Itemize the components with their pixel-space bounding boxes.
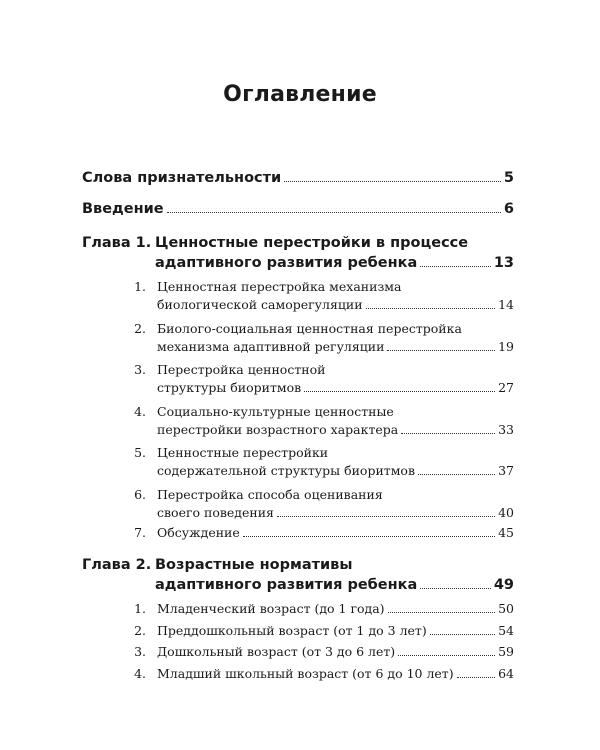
section-number: 2. — [134, 321, 146, 336]
section-page: 33 — [498, 422, 514, 437]
section-page: 45 — [498, 525, 514, 540]
dot-leader — [457, 677, 496, 678]
section-number: 1. — [134, 601, 146, 616]
section-title-line: Младенческий возраст (до 1 года) — [157, 601, 385, 616]
section-title-line: Ценностная перестройка механизма — [157, 279, 402, 294]
section-title-line: Обсуждение — [157, 525, 240, 540]
dot-leader — [243, 536, 495, 537]
section-page: 54 — [498, 623, 514, 638]
chapter-page: 13 — [493, 255, 514, 271]
dot-leader — [387, 350, 495, 351]
section-title-line: Биолого-социальная ценностная перестройка — [157, 321, 462, 336]
section-number: 3. — [134, 644, 146, 659]
section-title-line: механизма адаптивной регуляции — [157, 339, 385, 354]
dot-leader — [420, 588, 491, 589]
section-page: 14 — [498, 297, 514, 312]
section-title-line: Социально-культурные ценностные — [157, 404, 394, 419]
section-title-line: Младший школьный возраст (от 6 до 10 лет) — [157, 666, 454, 681]
section-page: 64 — [498, 666, 514, 681]
dot-leader — [277, 516, 495, 517]
toc-section[interactable] — [128, 524, 514, 542]
section-title-line: Перестройка способа оценивания — [157, 487, 383, 502]
section-page: 27 — [498, 380, 514, 395]
toc-section[interactable] — [128, 361, 514, 397]
section-title-line: Ценностные перестройки — [157, 445, 329, 460]
toc-chapter-2[interactable] — [82, 555, 514, 595]
toc-entry-introduction[interactable] — [82, 201, 514, 217]
dot-leader — [167, 212, 501, 213]
dot-leader — [430, 634, 495, 635]
section-page: 50 — [498, 601, 514, 616]
dot-leader — [388, 612, 496, 613]
section-title-line: своего поведения — [157, 505, 274, 520]
section-number: 6. — [134, 487, 146, 502]
dot-leader — [284, 181, 501, 182]
section-title-line: структуры биоритмов — [157, 380, 302, 395]
section-page: 59 — [498, 644, 514, 659]
entry-label: Введение — [82, 201, 164, 217]
chapter-title-line: Ценностные перестройки в процессе — [155, 235, 469, 251]
toc-section[interactable] — [128, 622, 514, 640]
toc-chapter-1[interactable] — [82, 233, 514, 273]
section-page: 40 — [498, 505, 514, 520]
section-page: 37 — [498, 463, 514, 478]
section-title-line: Дошкольный возраст (от 3 до 6 лет) — [157, 644, 396, 659]
section-title-line: Преддошкольный возраст (от 1 до 3 лет) — [157, 623, 427, 638]
chapter-label: Глава 2. — [82, 557, 152, 573]
entry-page: 5 — [503, 170, 514, 186]
chapter-title-line: Возрастные нормативы — [155, 557, 353, 573]
chapter-title-line: адаптивного развития ребенка — [155, 255, 418, 271]
dot-leader — [401, 433, 495, 434]
section-number: 3. — [134, 362, 146, 377]
toc-section[interactable] — [128, 320, 514, 356]
section-number: 4. — [134, 666, 146, 681]
toc-section[interactable] — [128, 403, 514, 439]
toc-section[interactable] — [128, 600, 514, 618]
dot-leader — [304, 391, 495, 392]
section-title-line: биологической саморегуляции — [157, 297, 363, 312]
chapter-label: Глава 1. — [82, 235, 152, 251]
section-title-line: Перестройка ценностной — [157, 362, 326, 377]
section-title-line: перестройки возрастного характера — [157, 422, 399, 437]
page-title: Оглавление — [223, 82, 377, 107]
toc-section[interactable] — [128, 643, 514, 661]
section-page: 19 — [498, 339, 514, 354]
section-number: 4. — [134, 404, 146, 419]
toc-section[interactable] — [128, 665, 514, 683]
section-number: 1. — [134, 279, 146, 294]
dot-leader — [418, 474, 495, 475]
chapter-title-line: адаптивного развития ребенка — [155, 577, 418, 593]
section-number: 5. — [134, 445, 146, 460]
section-number: 7. — [134, 525, 146, 540]
entry-page: 6 — [503, 201, 514, 217]
toc-section[interactable] — [128, 444, 514, 480]
toc-section[interactable] — [128, 486, 514, 522]
entry-label: Слова признательности — [82, 170, 282, 186]
dot-leader — [366, 308, 496, 309]
dot-leader — [420, 266, 491, 267]
section-number: 2. — [134, 623, 146, 638]
chapter-page: 49 — [493, 577, 514, 593]
toc-entry-acknowledgements[interactable] — [82, 170, 514, 186]
dot-leader — [398, 655, 495, 656]
toc-section[interactable] — [128, 278, 514, 314]
section-title-line: содержательной структуры биоритмов — [157, 463, 415, 478]
